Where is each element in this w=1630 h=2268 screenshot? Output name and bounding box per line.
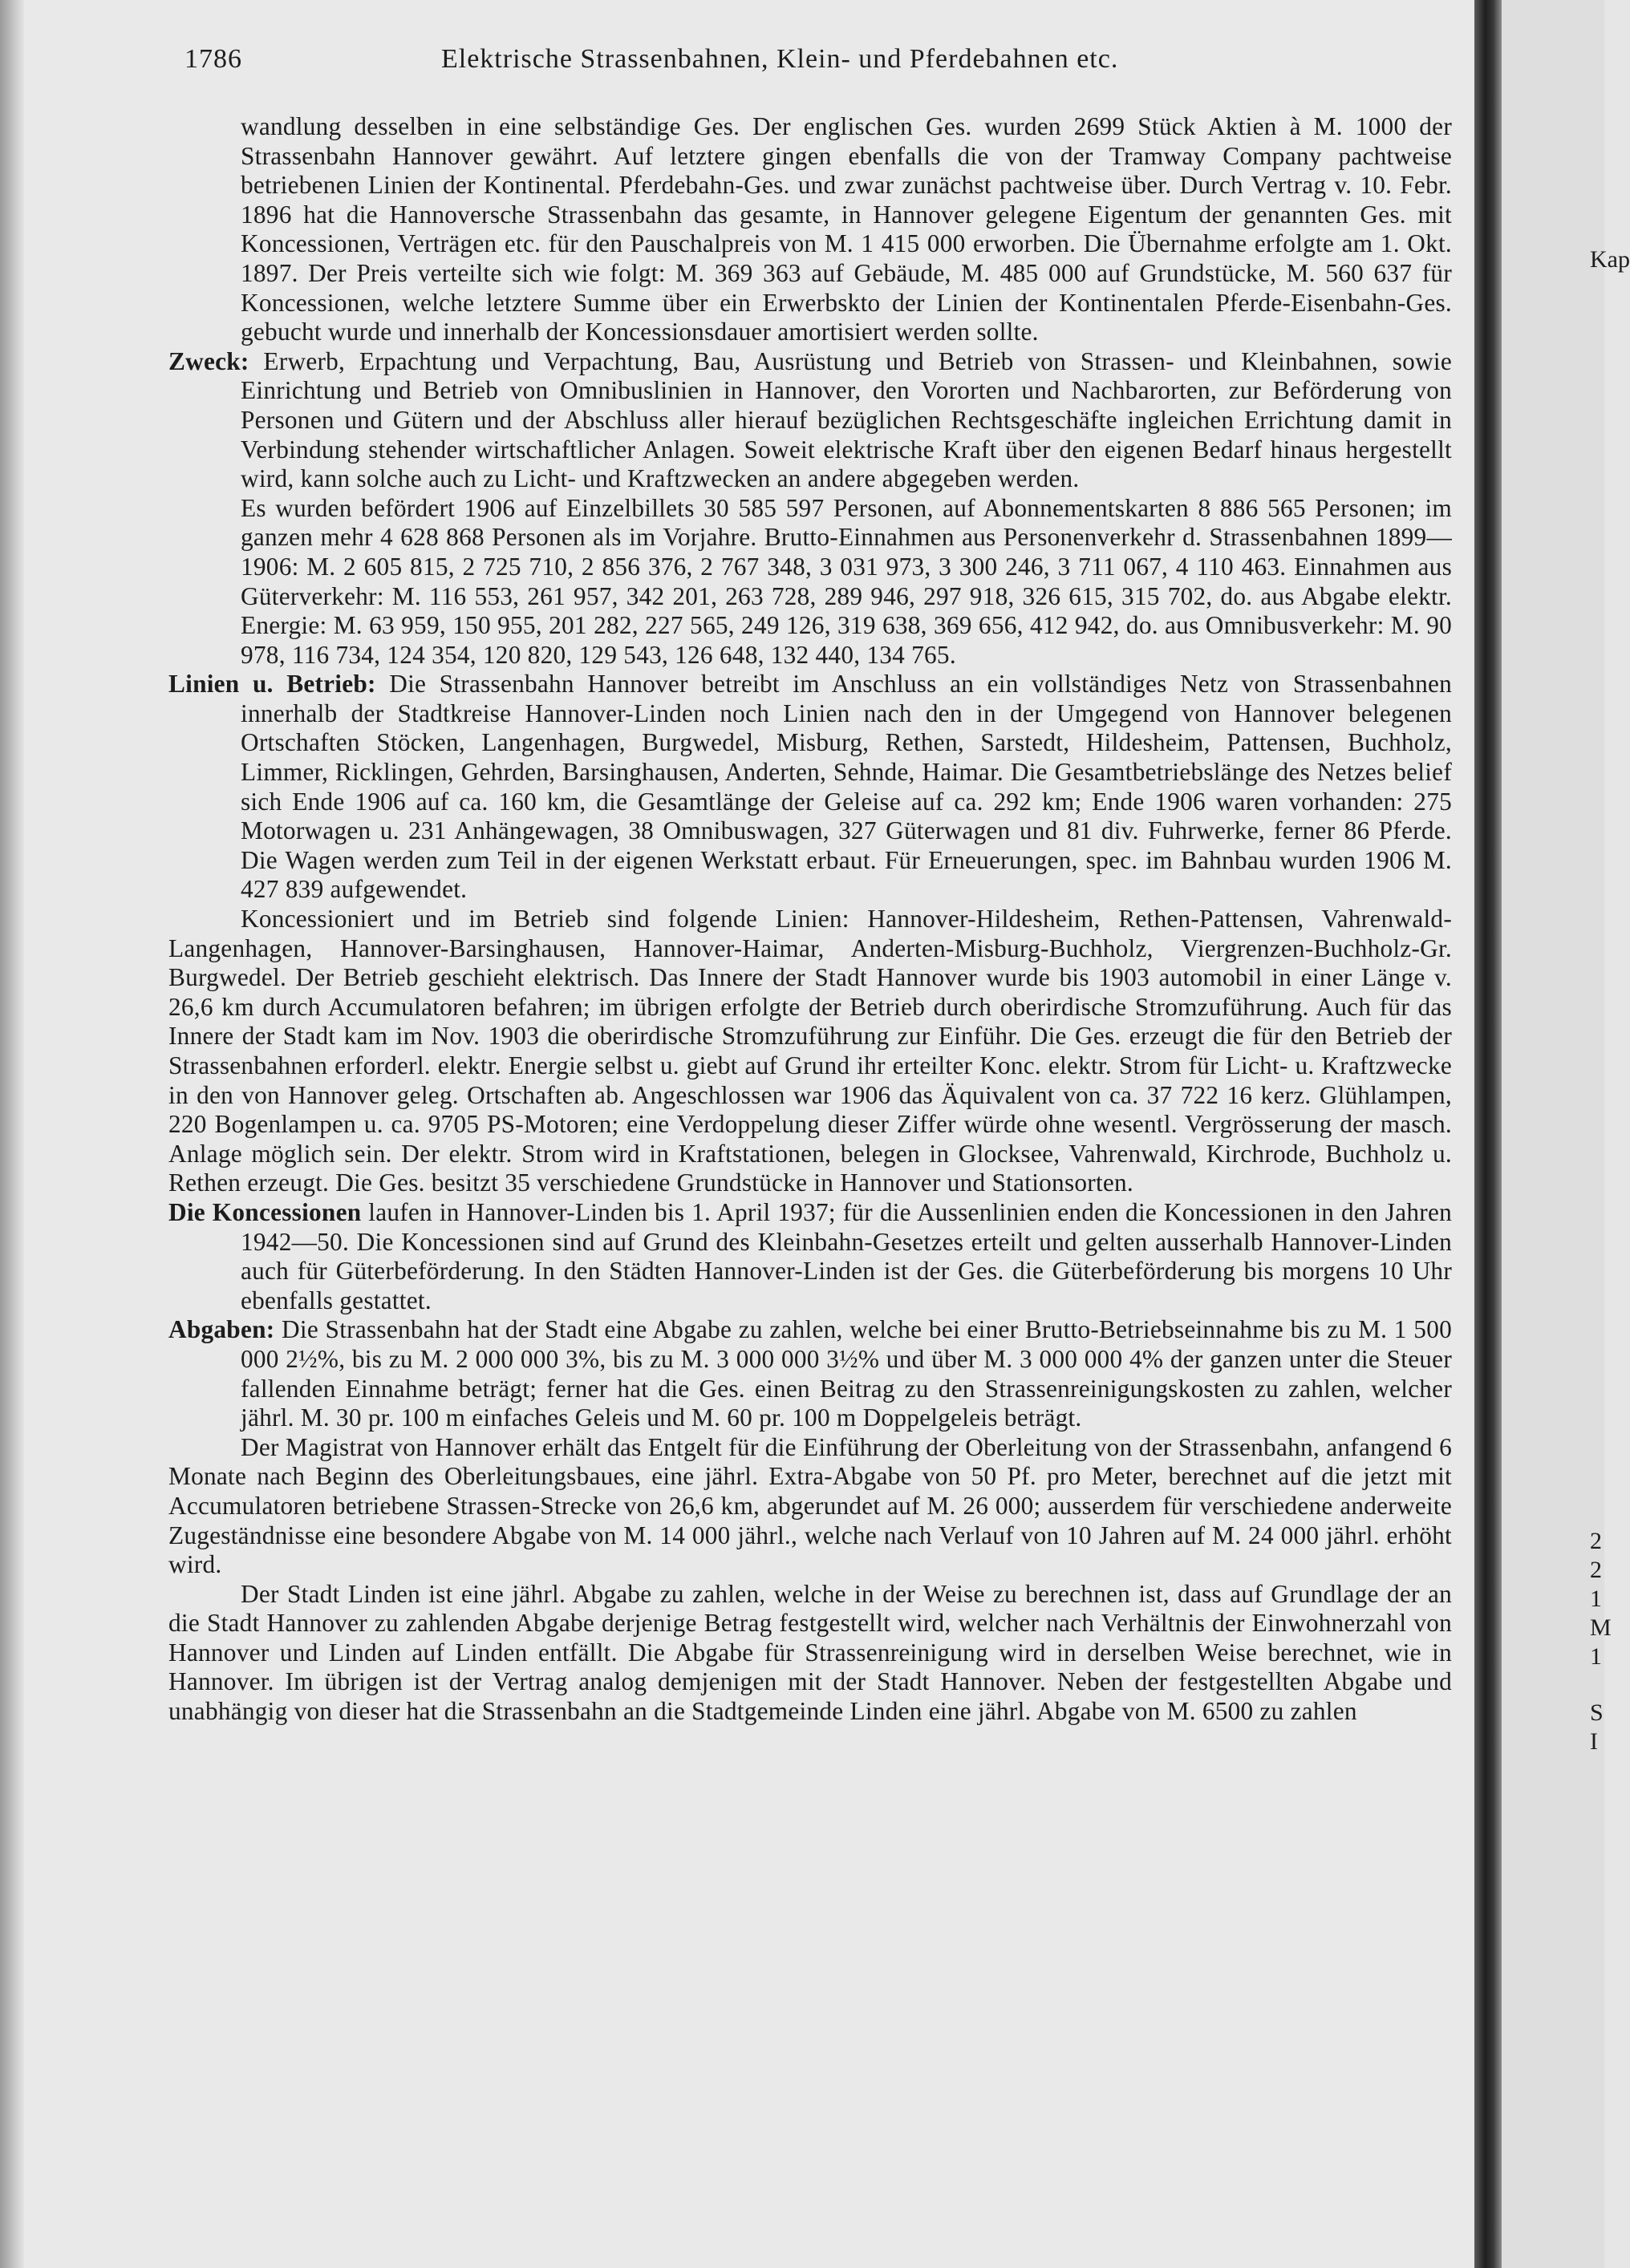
linien-paragraph: [168, 670, 1452, 905]
linien-routes-paragraph: Koncessioniert und im Betrieb sind folgende Linien: Hannover-Hildesheim, Rethen-Pattensen, Vahrenwald-Langenhagen, Hannover-Barsinghausen, Hannover-Haimar, Anderten-Misburg-Buchholz, Viergrenzen-Buchholz-Gr. Burgwedel. Der Betrieb geschieht elektrisch. Das Innere der Stadt Hannover wurde bis 1903 automobil in einer Länge v. 26,6 km durch Accumulatoren befahren; im übrigen erfolgte der Betrieb durch oberirdische Stromzuführung. Auch für das Innere der Stadt kam im Nov. 1903 die oberirdische Stromzuführung zur Einführ. Die Ges. erzeugt die für den Betrieb der Strassenbahnen erforderl. elektr. Energie selbst u. giebt auf Grund ihr erteilter Konc. elektr. Strom für Licht- u. Kraftzwecke in den von Hannover geleg. Ortschaften ab. Angeschlossen war 1906 das Äquivalent von ca. 37 722 16 kerz. Glühlampen, 220 Bogenlampen u. ca. 9705 PS-Motoren; eine Verdoppelung dieser Ziffer würde ohne wesentl. Vergrösserung der masch. Anlage möglich sein. Der elektr. Strom wird in Kraftstationen, belegen in Glocksee, Vahrenwald, Kirchrode, Buchholz u. Rethen erzeugt. Die Ges. besitzt 35 verschiedene Grundstücke in Hannover und Stationsorten.: [168, 905, 1452, 1197]
facing-fragment: S: [1590, 1699, 1604, 1726]
koncessionen-text: laufen in Hannover-Linden bis 1. April 1937; für die Aussenlinien enden die Koncessionen in den Jahren 1942—50. Die Koncessionen sind auf Grund des Kleinbahn-Gesetzes erteilt und gelten ausserhalb Hannover-Linden auch für Güterbeförderung. In den Städten Hannover-Linden ist der Ges. die Güterbeförderung bis morgens 10 Uhr ebenfalls gestattet.: [241, 1197, 1452, 1314]
intro-paragraph: wandlung desselben in eine selbständige Ges. Der englischen Ges. wurden 2699 Stück Aktien à M. 1000 der Strassenbahn Hannover gewährt. Auf letztere gingen ebenfalls die von der Tramway Company pachtweise betriebenen Linien der Kontinental. Pferdebahn-Ges. und zwar zunächst pachtweise über. Durch Vertrag v. 10. Febr. 1896 hat die Hannoversche Strassenbahn das gesamte, in Hannover gelegene Eigentum der genannten Ges. mit Koncessionen, Verträgen etc. für den Pauschalpreis von M. 1 415 000 erworben. Die Übernahme erfolgte am 1. Okt. 1897. Der Preis verteilte sich wie folgt: M. 369 363 auf Gebäude, M. 485 000 auf Grundstücke, M. 560 637 für Koncessionen, welche letztere Summe über ein Erwerbskto der Linien der Kontinentalen Pferde-Eisenbahn-Ges. gebucht wurde und innerhalb der Koncessionsdauer amortisiert werden sollte.: [241, 112, 1452, 346]
facing-fragment: 1: [1590, 1586, 1602, 1612]
abgaben-magistrat-paragraph: Der Magistrat von Hannover erhält das Entgelt für die Einführung der Oberleitung von der Strassenbahn, anfangend 6 Monate nach Beginn des Oberleitungsbaues, eine jährl. Extra-Abgabe von 50 Pf. pro Meter, berechnet auf die jetzt mit Accumulatoren betriebene Strassen-Strecke von 26,6 km, abgerundet auf M. 26 000; ausserdem für verschiedene anderweite Zugeständnisse eine besondere Abgabe von M. 14 000 jährl., welche nach Verlauf von 10 Jahren auf M. 24 000 jährl. erhöht wird.: [168, 1432, 1452, 1579]
linien-label: Linien u. Betrieb:: [168, 670, 376, 699]
facing-fragment: Kap: [1590, 246, 1630, 273]
zweck-text: Erwerb, Erpachtung und Verpachtung, Bau, Ausrüstung und Betrieb von Strassen- und Kleinbahnen, sowie Einrichtung und Betrieb von Omnibuslinien in Hannover, den Vororten und Nachbarorten, zur Beförderung von Personen und Gütern und der Abschluss aller hierauf bezüglichen Rechtsgeschäfte ingleichen Errichtung damit in Verbindung stehender wirtschaftlicher Anlagen. Soweit elektrische Kraft über den eigenen Bedarf hinaus hergestellt wird, kann solche auch zu Licht- und Kraftzwecken an andere abgegeben werden.: [241, 346, 1453, 493]
abgaben-label: Abgaben:: [168, 1315, 275, 1344]
zweck-label: Zweck:: [168, 346, 249, 375]
facing-fragment: 1: [1590, 1643, 1602, 1670]
abgaben-text: Die Strassenbahn hat der Stadt eine Abgabe zu zahlen, welche bei einer Brutto-Betriebseinnahme bis zu M. 1 500 000 2½%, bis zu M. 2 000 000 3%, bis zu M. 3 000 000 3½% und über M. 3 000 000 4% der ganzen unter die Steuer fallenden Einnahme beträgt; ferner hat die Ges. einen Beitrag zu den Strassenreinigungskosten zu zahlen, welcher jährl. M. 30 pr. 100 m einfaches Geleis und M. 60 pr. 100 m Doppelgeleis beträgt.: [241, 1315, 1452, 1432]
page-body: [168, 112, 1452, 1727]
running-title: Elektrische Strassenbahnen, Klein- und Pferdebahnen etc.: [441, 44, 1119, 74]
abgaben-paragraph: [168, 1315, 1452, 1432]
koncessionen-label: Die Koncessionen: [168, 1197, 362, 1226]
zweck-paragraph: [168, 347, 1452, 494]
facing-fragment: M: [1590, 1614, 1612, 1641]
facing-fragment: 2: [1590, 1528, 1602, 1554]
linien-text: Die Strassenbahn Hannover betreibt im Anschluss an ein vollständiges Netz von Strassenbahnen innerhalb der Stadtkreise Hannover-Linden noch Linien nach den in der Umgegend von Hannover belegenen Ortschaften Stöcken, Langenhagen, Burgwedel, Misburg, Rethen, Sarstedt, Hildesheim, Pattensen, Buchholz, Limmer, Ricklingen, Gehrden, Barsinghausen, Anderten, Sehnde, Haimar. Die Gesamtbetriebslänge des Netzes belief sich Ende 1906 auf ca. 160 km, die Gesamtlänge der Geleise auf ca. 292 km; Ende 1906 waren vorhanden: 275 Motorwagen u. 231 Anhängewagen, 38 Omnibuswagen, 327 Güterwagen und 81 div. Fuhrwerke, ferner 86 Pferde. Die Wagen werden zum Teil in der eigenen Werkstatt erbaut. Für Erneuerungen, spec. im Bahnbau wurden 1906 M. 427 839 aufgewendet.: [241, 670, 1453, 904]
page-number: 1786: [184, 44, 242, 74]
zweck-statistics-paragraph: Es wurden befördert 1906 auf Einzelbillets 30 585 597 Personen, auf Abonnementskarten 8 886 565 Personen; im ganzen mehr 4 628 868 Personen als im Vorjahre. Brutto-Einnahmen aus Personenverkehr d. Strassenbahnen 1899—1906: M. 2 605 815, 2 725 710, 2 856 376, 2 767 348, 3 031 973, 3 300 246, 3 711 067, 4 110 463. Einnahmen aus Güterverkehr: M. 116 553, 261 957, 342 201, 263 728, 289 946, 297 918, 326 615, 315 702, do. aus Abgabe elektr. Energie: M. 63 959, 150 955, 201 282, 227 565, 249 126, 319 638, 369 656, 412 942, do. aus Omnibusverkehr: M. 90 978, 116 734, 124 354, 120 820, 129 543, 126 648, 132 440, 134 765.: [241, 493, 1452, 669]
facing-fragment: 2: [1590, 1557, 1602, 1583]
running-header: [184, 44, 1484, 84]
abgaben-linden-paragraph: Der Stadt Linden ist eine jährl. Abgabe zu zahlen, welche in der Weise zu berechnen ist, dass auf Grundlage der an die Stadt Hannover zu zahlenden Abgabe derjenige Betrag festgestellt wird, welcher nach Verhältnis der Einwohnerzahl von Hannover und Linden auf Linden entfällt. Die Abgabe für Strassenreinigung wird in derselben Weise berechnet, wie in Hannover. Im übrigen ist der Vertrag analog demjenigen mit der Stadt Hannover. Neben der festgestellten Abgabe und unabhängig von dieser hat die Strassenbahn an die Stadtgemeinde Linden eine jährl. Abgabe von M. 6500 zu zahlen: [168, 1579, 1452, 1726]
book-left-edge: [0, 0, 24, 2268]
facing-fragment: I: [1590, 1728, 1598, 1755]
koncessionen-paragraph: [168, 1198, 1452, 1315]
book-spine-shadow: [1474, 0, 1502, 2268]
facing-page-fragment: [1502, 0, 1630, 2268]
